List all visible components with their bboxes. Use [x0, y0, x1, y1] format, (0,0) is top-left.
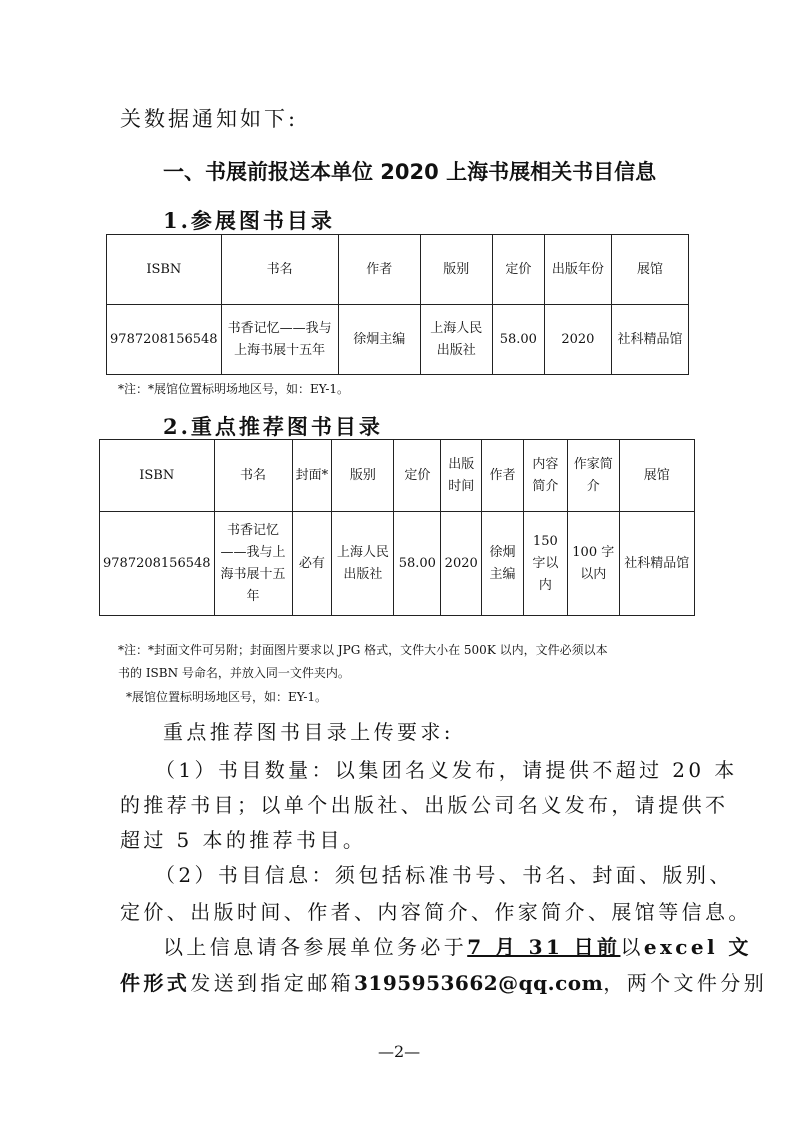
table-row [107, 305, 689, 375]
header-cell: 版别 [420, 235, 492, 305]
publisher-cell: 上海人民出版社 [420, 305, 492, 375]
sub1-heading: 1.参展图书目录 [163, 208, 335, 233]
hall-cell: 社科精品馆 [619, 512, 694, 616]
header-cell: 展馆 [619, 440, 694, 512]
header-cell: 作者 [482, 440, 524, 512]
header-cell: 书名 [214, 440, 292, 512]
cover-cell: 必有 [292, 512, 332, 616]
deadline-paragraph-line2 [120, 965, 767, 1001]
file-format-cont: 件形式 [120, 971, 191, 995]
header-cell: 出版时间 [441, 440, 482, 512]
author-cell: 徐炯主编 [338, 305, 420, 375]
upload-heading: 重点推荐图书目录上传要求: [163, 720, 454, 744]
deadline-text: 以上信息请各参展单位务必于 [163, 935, 468, 959]
requirement-2-line2: 定价、出版时间、作者、内容简介、作家简介、展馆等信息。 [120, 900, 752, 924]
exhibit-books-table [106, 234, 689, 375]
table-header-row [107, 235, 689, 305]
price-cell: 58.00 [394, 512, 441, 616]
header-cell: 定价 [394, 440, 441, 512]
price-cell: 58.00 [492, 305, 544, 375]
header-cell: 展馆 [611, 235, 688, 305]
recommended-books-table [99, 439, 695, 616]
deadline-paragraph-line1 [163, 929, 752, 965]
table2-note-line3: *展馆位置标明场地区号，如：EY-1。 [126, 690, 328, 704]
table2-note-line2: 书的 ISBN 号命名，并放入同一文件夹内。 [118, 666, 350, 680]
table-header-row [100, 440, 695, 512]
isbn-cell: 9787208156548 [100, 512, 215, 616]
requirement-1-line3: 超过 5 本的推荐书目。 [120, 828, 367, 852]
summary-cell: 150 字以内 [523, 512, 567, 616]
section-heading: 一、书展前报送本单位 2020 上海书展相关书目信息 [163, 160, 657, 184]
sub2-heading: 2.重点推荐图书目录 [163, 414, 383, 439]
file-format: excel 文 [643, 935, 752, 959]
header-cell: 书名 [221, 235, 338, 305]
table1-note: *注：*展馆位置标明场地区号，如：EY-1。 [118, 382, 350, 396]
intro-line: 关数据通知如下: [120, 107, 299, 131]
header-cell: 内容简介 [523, 440, 567, 512]
requirement-1-line1: （1）书目数量：以集团名义发布，请提供不超过 20 本 [155, 758, 738, 782]
author-cell: 徐炯主编 [482, 512, 524, 616]
table2-note-line1: *注：*封面文件可另附；封面图片要求以 JPG 格式，文件大小在 500K 以内，文件必须以本 [118, 643, 608, 657]
header-cell: 版别 [332, 440, 394, 512]
header-cell: ISBN [100, 440, 215, 512]
title-cell: 书香记忆——我与上海书展十五年 [221, 305, 338, 375]
header-cell: 作者 [338, 235, 420, 305]
header-cell: 作家简介 [567, 440, 619, 512]
header-cell: 封面* [292, 440, 332, 512]
requirement-2-line1: （2）书目信息：须包括标准书号、书名、封面、版别、 [155, 863, 733, 887]
title-cell: 书香记忆——我与上海书展十五年 [214, 512, 292, 616]
requirement-1-line2: 的推荐书目；以单个出版社、出版公司名义发布，请提供不 [120, 793, 729, 817]
header-cell: ISBN [107, 235, 222, 305]
year-cell: 2020 [544, 305, 611, 375]
email-address: 3195953662@qq.com [354, 971, 604, 995]
table-row [100, 512, 695, 616]
send-text: 发送到指定邮箱 [190, 971, 355, 995]
publisher-cell: 上海人民出版社 [332, 512, 394, 616]
deadline-connector: 以 [620, 935, 644, 959]
author-bio-cell: 100 字以内 [567, 512, 619, 616]
header-cell: 定价 [492, 235, 544, 305]
hall-cell: 社科精品馆 [611, 305, 688, 375]
deadline-date: 7 月 31 日前 [467, 935, 621, 959]
isbn-cell: 9787208156548 [107, 305, 222, 375]
tail-text: ，两个文件分别 [603, 971, 768, 995]
header-cell: 出版年份 [544, 235, 611, 305]
page-number: —2— [378, 1042, 421, 1061]
date-cell: 2020 [441, 512, 482, 616]
